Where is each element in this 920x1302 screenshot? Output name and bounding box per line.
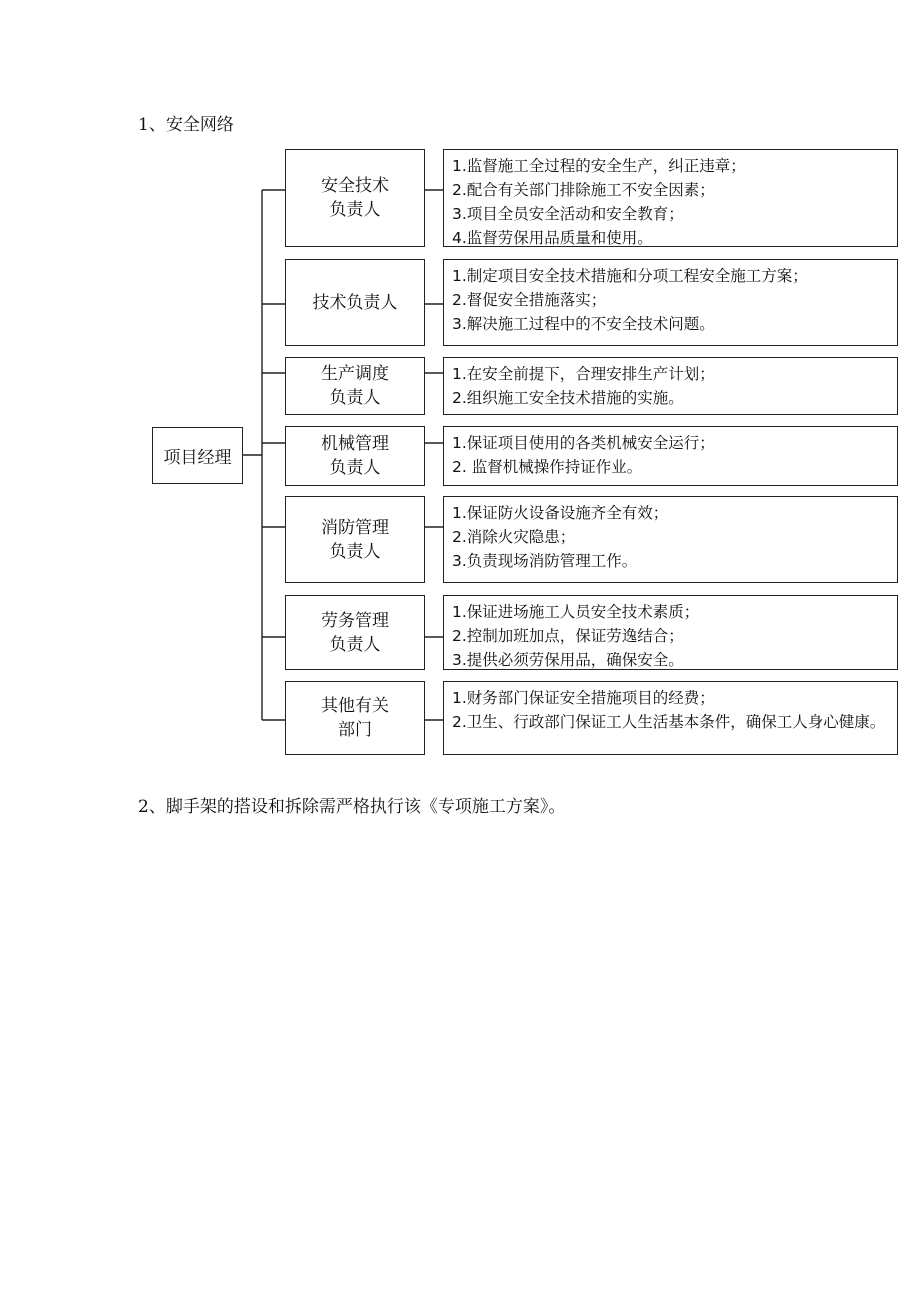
duty-item: 2. 监督机械操作持证作业。 (452, 458, 643, 476)
duty-item: 2.控制加班加点，保证劳逸结合； (452, 627, 684, 645)
duty-item: 1.保证进场施工人员安全技术素质； (452, 603, 700, 621)
role-title-line: 负责人 (329, 541, 381, 562)
duty-box-machinery (443, 426, 898, 486)
role-title-line: 技术负责人 (312, 292, 398, 313)
duty-item: 1.在安全前提下，合理安排生产计划； (452, 365, 715, 383)
section-heading-scaffolding: 2、脚手架的搭设和拆除需严格执行该《专项施工方案》。 (138, 797, 566, 817)
duty-item: 1.财务部门保证安全措施项目的经费； (452, 689, 715, 707)
role-box-safety-technical (285, 149, 425, 247)
duty-item: 3.项目全员安全活动和安全教育； (452, 205, 684, 223)
role-title-line: 消防管理 (321, 517, 389, 538)
role-title-line: 负责人 (329, 200, 381, 220)
duty-item: 2.卫生、行政部门保证工人生活基本条件，确保工人身心健康。 (452, 713, 886, 731)
duty-item: 2.组织施工安全技术措施的实施。 (452, 389, 684, 407)
duty-item: 3.负责现场消防管理工作。 (452, 552, 638, 570)
duty-item: 1.保证防火设备设施齐全有效； (452, 504, 669, 522)
root-node-project-manager: 项目经理 (152, 427, 243, 484)
duty-item: 3.提供必须劳保用品，确保安全。 (452, 651, 684, 669)
duty-box-production-scheduling (443, 357, 898, 415)
role-box-labor (285, 595, 425, 670)
role-title-line: 负责人 (329, 388, 381, 408)
role-title-line: 安全技术 (321, 176, 389, 196)
role-box-technical (285, 259, 425, 346)
role-title-line: 生产调度 (321, 364, 389, 384)
duty-item: 1.制定项目安全技术措施和分项工程安全施工方案； (452, 267, 808, 285)
duty-item: 3.解决施工过程中的不安全技术问题。 (452, 315, 715, 333)
role-title-line: 劳务管理 (321, 610, 389, 631)
duty-box-fire-safety (443, 496, 898, 583)
role-box-machinery (285, 426, 425, 486)
duty-box-technical (443, 259, 898, 346)
duty-box-labor (443, 595, 898, 670)
role-box-production-scheduling (285, 357, 425, 415)
role-title-line: 负责人 (329, 458, 381, 478)
duty-item: 2.消除火灾隐患； (452, 528, 576, 546)
role-title-line: 负责人 (329, 634, 381, 655)
role-box-fire-safety (285, 496, 425, 583)
duty-box-other-departments (443, 681, 898, 755)
duty-item: 1.监督施工全过程的安全生产，纠正违章； (452, 157, 746, 175)
duty-box-safety-technical (443, 149, 898, 247)
role-title-line: 部门 (338, 720, 372, 740)
section-heading-safety-network: 1、安全网络 (138, 115, 234, 135)
duty-item: 2.配合有关部门排除施工不安全因素； (452, 181, 715, 199)
duty-item: 4.监督劳保用品质量和使用。 (452, 229, 653, 247)
duty-item: 2.督促安全措施落实； (452, 291, 607, 309)
role-title-line: 机械管理 (321, 434, 389, 454)
role-title-line: 其他有关 (321, 696, 389, 716)
duty-item: 1.保证项目使用的各类机械安全运行； (452, 434, 715, 452)
role-box-other-departments (285, 681, 425, 755)
